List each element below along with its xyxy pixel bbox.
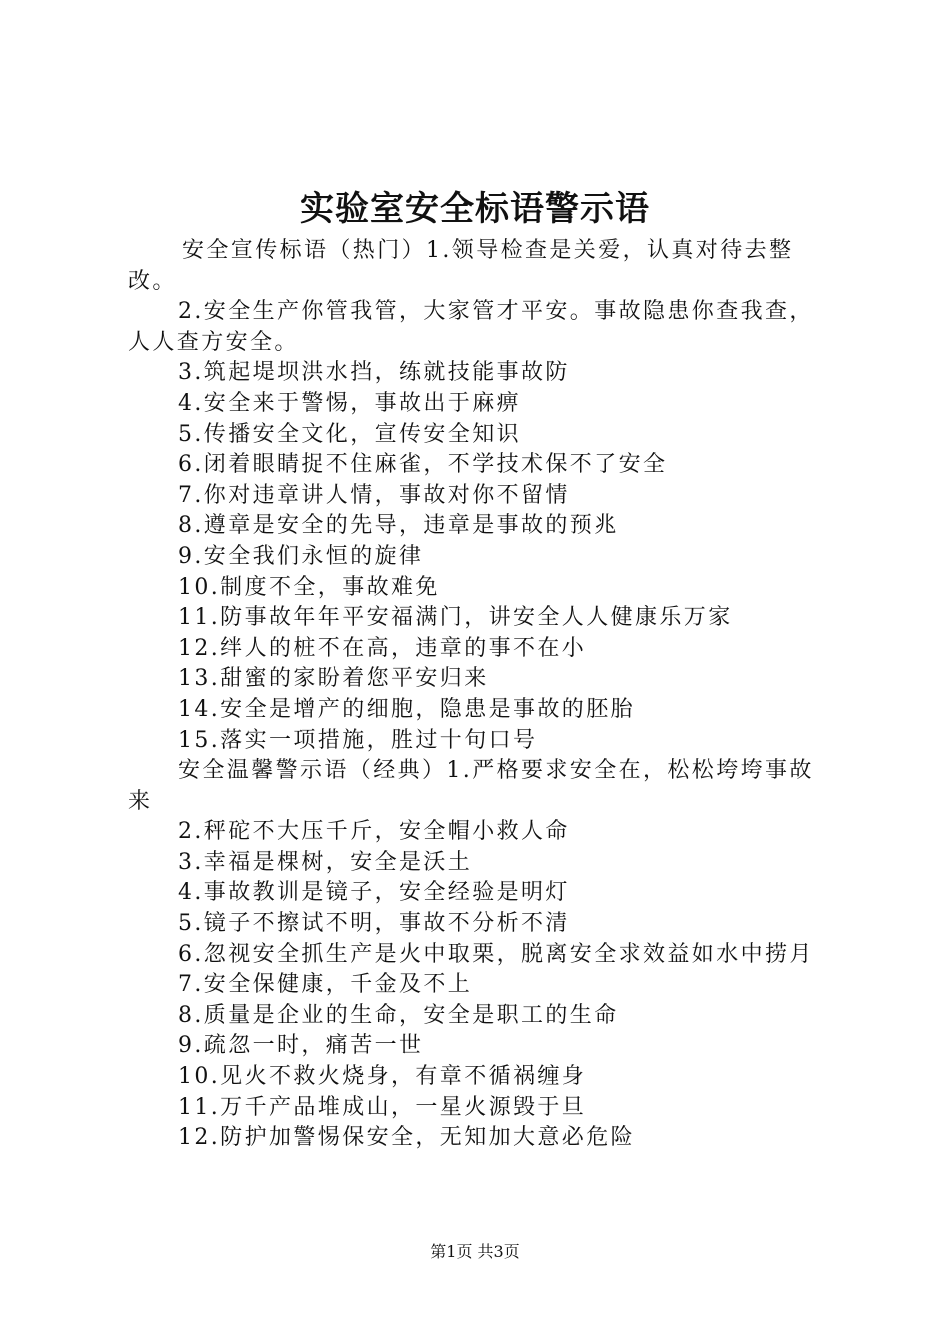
section-1-item-12: 12.绊人的桩不在高，违章的事不在小 (178, 635, 587, 661)
section-1-item-5: 5.传播安全文化，宣传安全知识 (178, 421, 521, 447)
section-2-item-12: 12.防护加警惕保安全，无知加大意必危险 (178, 1125, 635, 1151)
section-2-item-8: 8.质量是企业的生命，安全是职工的生命 (178, 1002, 619, 1028)
section-1-lead: 安全宣传标语（热门）1.领导检查是关爱，认真对待去整改。 (128, 238, 794, 294)
section-2-lead: 安全温馨警示语（经典）1.严格要求安全在，松松垮垮事故来 (128, 758, 814, 814)
page-footer: 第1页 共3页 (430, 1242, 520, 1261)
section-1-item-15: 15.落实一项措施，胜过十句口号 (178, 727, 538, 753)
section-1-item-2: 2.安全生产你管我管，大家管才平安。事故隐患你查我查，人人查方安全。 (128, 299, 814, 355)
section-2-item-7: 7.安全保健康，千金及不上 (178, 972, 473, 998)
section-2-item-4: 4.事故教训是镜子，安全经验是明灯 (178, 880, 570, 906)
section-2-item-9: 9.疏忽一时，痛苦一世 (178, 1033, 424, 1059)
section-1-item-4: 4.安全来于警惕，事故出于麻痹 (178, 390, 521, 416)
section-1-item-9: 9.安全我们永恒的旋律 (178, 543, 424, 569)
section-2-item-11: 11.万千产品堆成山，一星火源毁于旦 (178, 1094, 587, 1120)
section-1-item-3: 3.筑起堤坝洪水挡，练就技能事故防 (178, 360, 570, 386)
section-1-item-11: 11.防事故年年平安福满门，讲安全人人健康乐万家 (178, 605, 733, 631)
section-1-item-7: 7.你对违章讲人情，事故对你不留情 (178, 482, 570, 508)
section-2-item-10: 10.见火不救火烧身，有章不循祸缠身 (178, 1064, 587, 1090)
section-2-item-3: 3.幸福是棵树，安全是沃土 (178, 849, 473, 875)
document-title: 实验室安全标语警示语 (300, 189, 650, 229)
section-1-item-14: 14.安全是增产的细胞，隐患是事故的胚胎 (178, 696, 635, 722)
section-1-item-10: 10.制度不全，事故难免 (178, 574, 440, 600)
section-2-item-6: 6.忽视安全抓生产是火中取栗，脱离安全求效益如水中捞月 (178, 941, 814, 967)
section-1-item-6: 6.闭着眼睛捉不住麻雀，不学技术保不了安全 (178, 452, 668, 478)
section-2-item-5: 5.镜子不擦试不明，事故不分析不清 (178, 911, 570, 937)
document-body (128, 236, 838, 1154)
section-1-item-8: 8.遵章是安全的先导，违章是事故的预兆 (178, 513, 619, 539)
section-1-item-13: 13.甜蜜的家盼着您平安归来 (178, 666, 489, 692)
section-2-item-2: 2.秤砣不大压千斤，安全帽小救人命 (178, 819, 570, 845)
